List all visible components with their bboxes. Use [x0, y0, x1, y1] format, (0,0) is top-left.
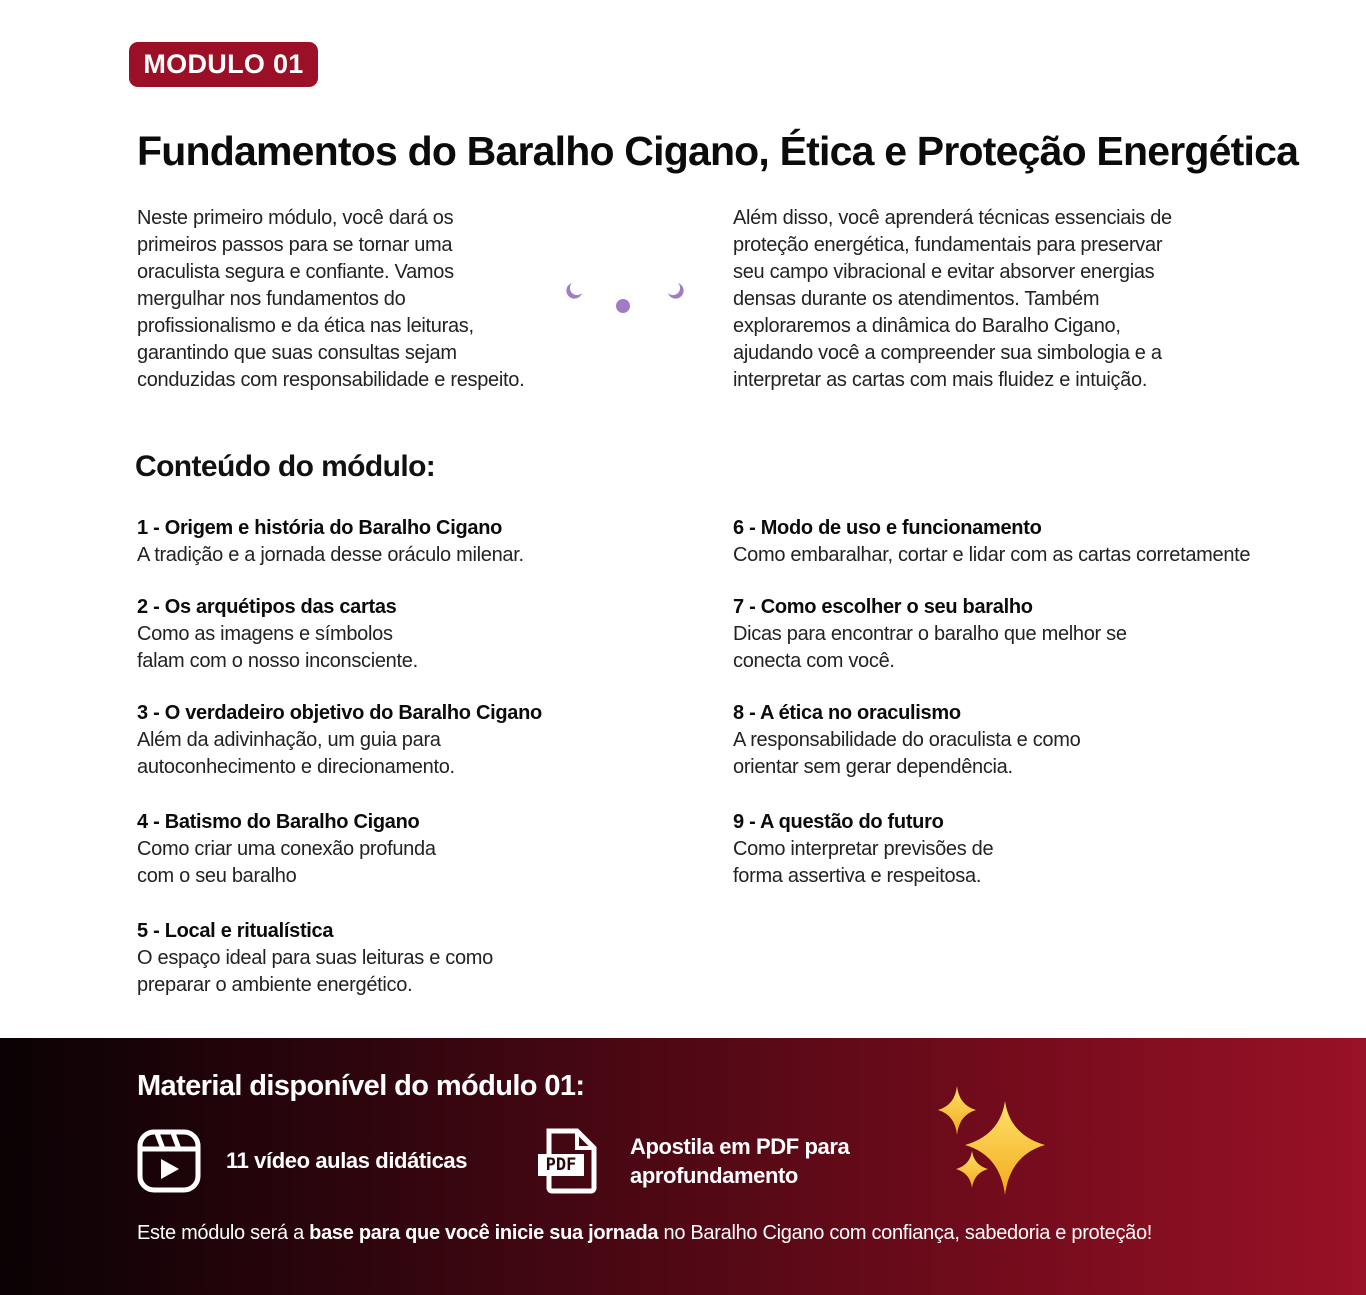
item-desc: Como as imagens e símbolos — [137, 623, 393, 645]
item-desc: autoconhecimento e direcionamento. — [137, 756, 455, 778]
item-desc: orientar sem gerar dependência. — [733, 756, 1013, 778]
intro-line: ajudando você a compreender sua simbologia e a — [733, 342, 1162, 364]
item-desc: Como interpretar previsões de — [733, 838, 994, 860]
intro-line: Neste primeiro módulo, você dará os — [137, 207, 454, 229]
note-bold: base para que você inicie sua jornada — [309, 1222, 659, 1244]
item-desc: conecta com você. — [733, 650, 895, 672]
item-title: 1 - Origem e história do Baralho Cigano — [137, 517, 503, 539]
module-item-7 — [733, 594, 1127, 675]
intro-line: primeiros passos para se tornar uma — [137, 234, 453, 256]
video-lessons-label: 11 vídeo aulas didáticas — [226, 1148, 468, 1173]
item-title: 8 - A ética no oraculismo — [733, 702, 961, 724]
module-item-2 — [137, 594, 418, 675]
moon-phases-icon — [560, 278, 690, 318]
intro-line: interpretar as cartas com mais fluidez e intuição. — [733, 369, 1148, 391]
item-title: 3 - O verdadeiro objetivo do Baralho Cigano — [137, 702, 542, 724]
module-item-1 — [137, 515, 524, 569]
item-title: 7 - Como escolher o seu baralho — [733, 596, 1033, 618]
intro-line: conduzidas com responsabilidade e respeito. — [137, 369, 525, 391]
module-badge: MODULO 01 — [129, 42, 318, 87]
item-desc: forma assertiva e respeitosa. — [733, 865, 982, 887]
video-reel-icon — [137, 1129, 201, 1193]
module-note — [137, 1222, 1152, 1245]
intro-line: garantindo que suas consultas sejam — [137, 342, 457, 364]
intro-line: profissionalismo e da ética nas leituras, — [137, 315, 474, 337]
pdf-icon-text: PDF — [545, 1155, 577, 1175]
materials-footer — [0, 1038, 1366, 1295]
item-title: 4 - Batismo do Baralho Cigano — [137, 811, 420, 833]
item-title: 9 - A questão do futuro — [733, 811, 944, 833]
item-desc: O espaço ideal para suas leituras e como — [137, 947, 493, 969]
note-text: Este módulo será a — [137, 1222, 310, 1244]
item-title: 5 - Local e ritualística — [137, 920, 334, 942]
intro-line: exploraremos a dinâmica do Baralho Cigano, — [733, 315, 1121, 337]
item-desc: Como criar uma conexão profunda — [137, 838, 436, 860]
pdf-label — [630, 1132, 849, 1190]
content-heading: Conteúdo do módulo: — [135, 450, 436, 483]
materials-heading: Material disponível do módulo 01: — [137, 1070, 585, 1102]
intro-left — [137, 205, 524, 394]
item-desc: falam com o nosso inconsciente. — [137, 650, 418, 672]
module-item-5 — [137, 918, 493, 999]
pdf-label-line: aprofundamento — [630, 1163, 798, 1188]
module-item-6 — [733, 515, 1250, 569]
item-desc: Além da adivinhação, um guia para — [137, 729, 441, 751]
intro-line: mergulhar nos fundamentos do — [137, 288, 406, 310]
intro-right — [733, 205, 1172, 394]
intro-line: densas durante os atendimentos. Também — [733, 288, 1100, 310]
intro-line: oraculista segura e confiante. Vamos — [137, 261, 454, 283]
item-desc: A responsabilidade do oraculista e como — [733, 729, 1081, 751]
item-desc: Dicas para encontrar o baralho que melhor se — [733, 623, 1127, 645]
pdf-file-icon — [537, 1128, 599, 1194]
module-item-3 — [137, 700, 542, 781]
item-desc: A tradição e a jornada desse oráculo milenar. — [137, 544, 524, 566]
intro-line: seu campo vibracional e evitar absorver energias — [733, 261, 1155, 283]
intro-line: proteção energética, fundamentais para preservar — [733, 234, 1163, 256]
item-title: 2 - Os arquétipos das cartas — [137, 596, 397, 618]
pdf-label-line: Apostila em PDF para — [630, 1134, 850, 1159]
intro-line: Além disso, você aprenderá técnicas essenciais de — [733, 207, 1172, 229]
item-desc: preparar o ambiente energético. — [137, 974, 413, 996]
note-text: no Baralho Cigano com confiança, sabedoria e proteção! — [658, 1222, 1153, 1244]
page-title: Fundamentos do Baralho Cigano, Ética e Proteção Energética — [137, 128, 1299, 174]
module-item-4 — [137, 809, 436, 890]
item-title: 6 - Modo de uso e funcionamento — [733, 517, 1042, 539]
module-item-8 — [733, 700, 1080, 781]
module-item-9 — [733, 809, 993, 890]
sparkles-icon — [935, 1083, 1050, 1203]
item-desc: Como embaralhar, cortar e lidar com as cartas corretamente — [733, 544, 1251, 566]
item-desc: com o seu baralho — [137, 865, 297, 887]
